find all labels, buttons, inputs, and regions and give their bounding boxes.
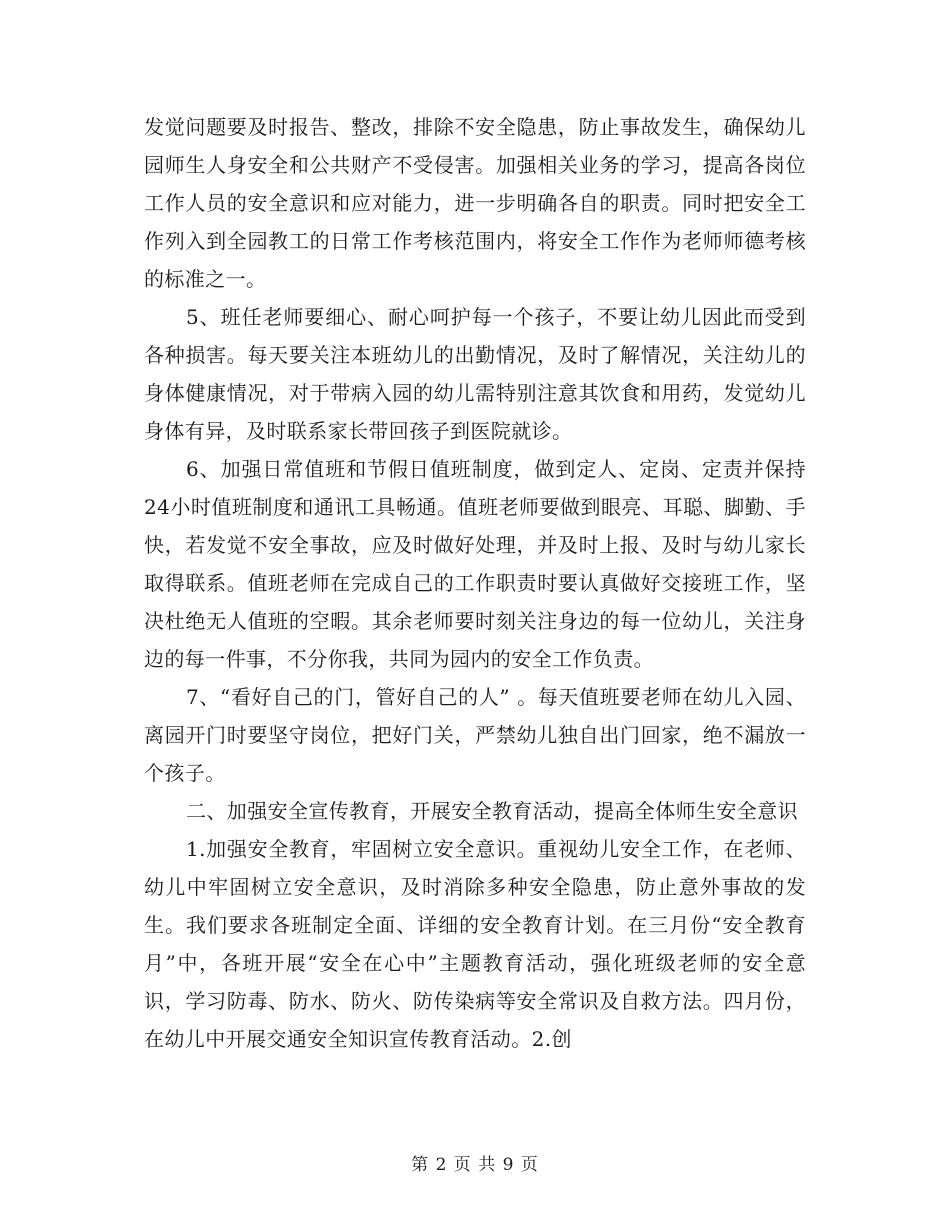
page-number-footer: 第 2 页 共 9 页 [411,1155,539,1175]
document-body [144,108,806,1058]
paragraph-item-5: 5、班任老师要细心、耐心呵护每一个孩子，不要让幼儿因此而受到各种损害。每天要关注本班幼儿的出勤情况，及时了解情况，关注幼儿的身体健康情况，对于带病入园的幼儿需特别注意其饮食和用药，发觉幼儿身体有异，及时联系家长带回孩子到医院就诊。 [144,305,806,443]
paragraph-item-6: 6、加强日常值班和节假日值班制度，做到定人、定岗、定责并保持24小时值班制度和通讯工具畅通。值班老师要做到眼亮、耳聪、脚勤、手快，若发觉不安全事故，应及时做好处理，并及时上报、及时与幼儿家长取得联系。值班老师在完成自己的工作职责时要认真做好交接班工作，坚决杜绝无人值班的空暇。其余老师要时刻关注身边的每一位幼儿，关注身边的每一件事，不分你我，共同为园内的安全工作负责。 [144,457,806,671]
paragraph-continuation: 发觉问题要及时报告、整改，排除不安全隐患，防止事故发生，确保幼儿园师生人身安全和公共财产不受侵害。加强相关业务的学习，提高各岗位工作人员的安全意识和应对能力，进一步明确各自的职责。同时把安全工作列入到全园教工的日常工作考核范围内，将安全工作作为老师师德考核的标准之一。 [144,115,806,291]
paragraph-item-7: 7、“看好自己的门，管好自己的人” 。每天值班要老师在幼儿入园、离园开门时要坚守岗位，把好门关，严禁幼儿独自出门回家，绝不漏放一个孩子。 [144,685,806,785]
paragraph-subitem-1: 1.加强安全教育，牢固树立安全意识。重视幼儿安全工作，在老师、幼儿中牢固树立安全意识，及时消除多种安全隐患，防止意外事故的发生。我们要求各班制定全面、详细的安全教育计划。在三月份“安全教育月”中，各班开展“安全在心中”主题教育活动，强化班级老师的安全意识，学习防毒、防水、防火、防传染病等安全常识及自救方法。四月份，在幼儿中开展交通安全知识宣传教育活动。2.创 [144,837,806,1051]
section-heading-2: 二、加强安全宣传教育，开展安全教育活动，提高全体师生安全意识 [186,799,798,823]
